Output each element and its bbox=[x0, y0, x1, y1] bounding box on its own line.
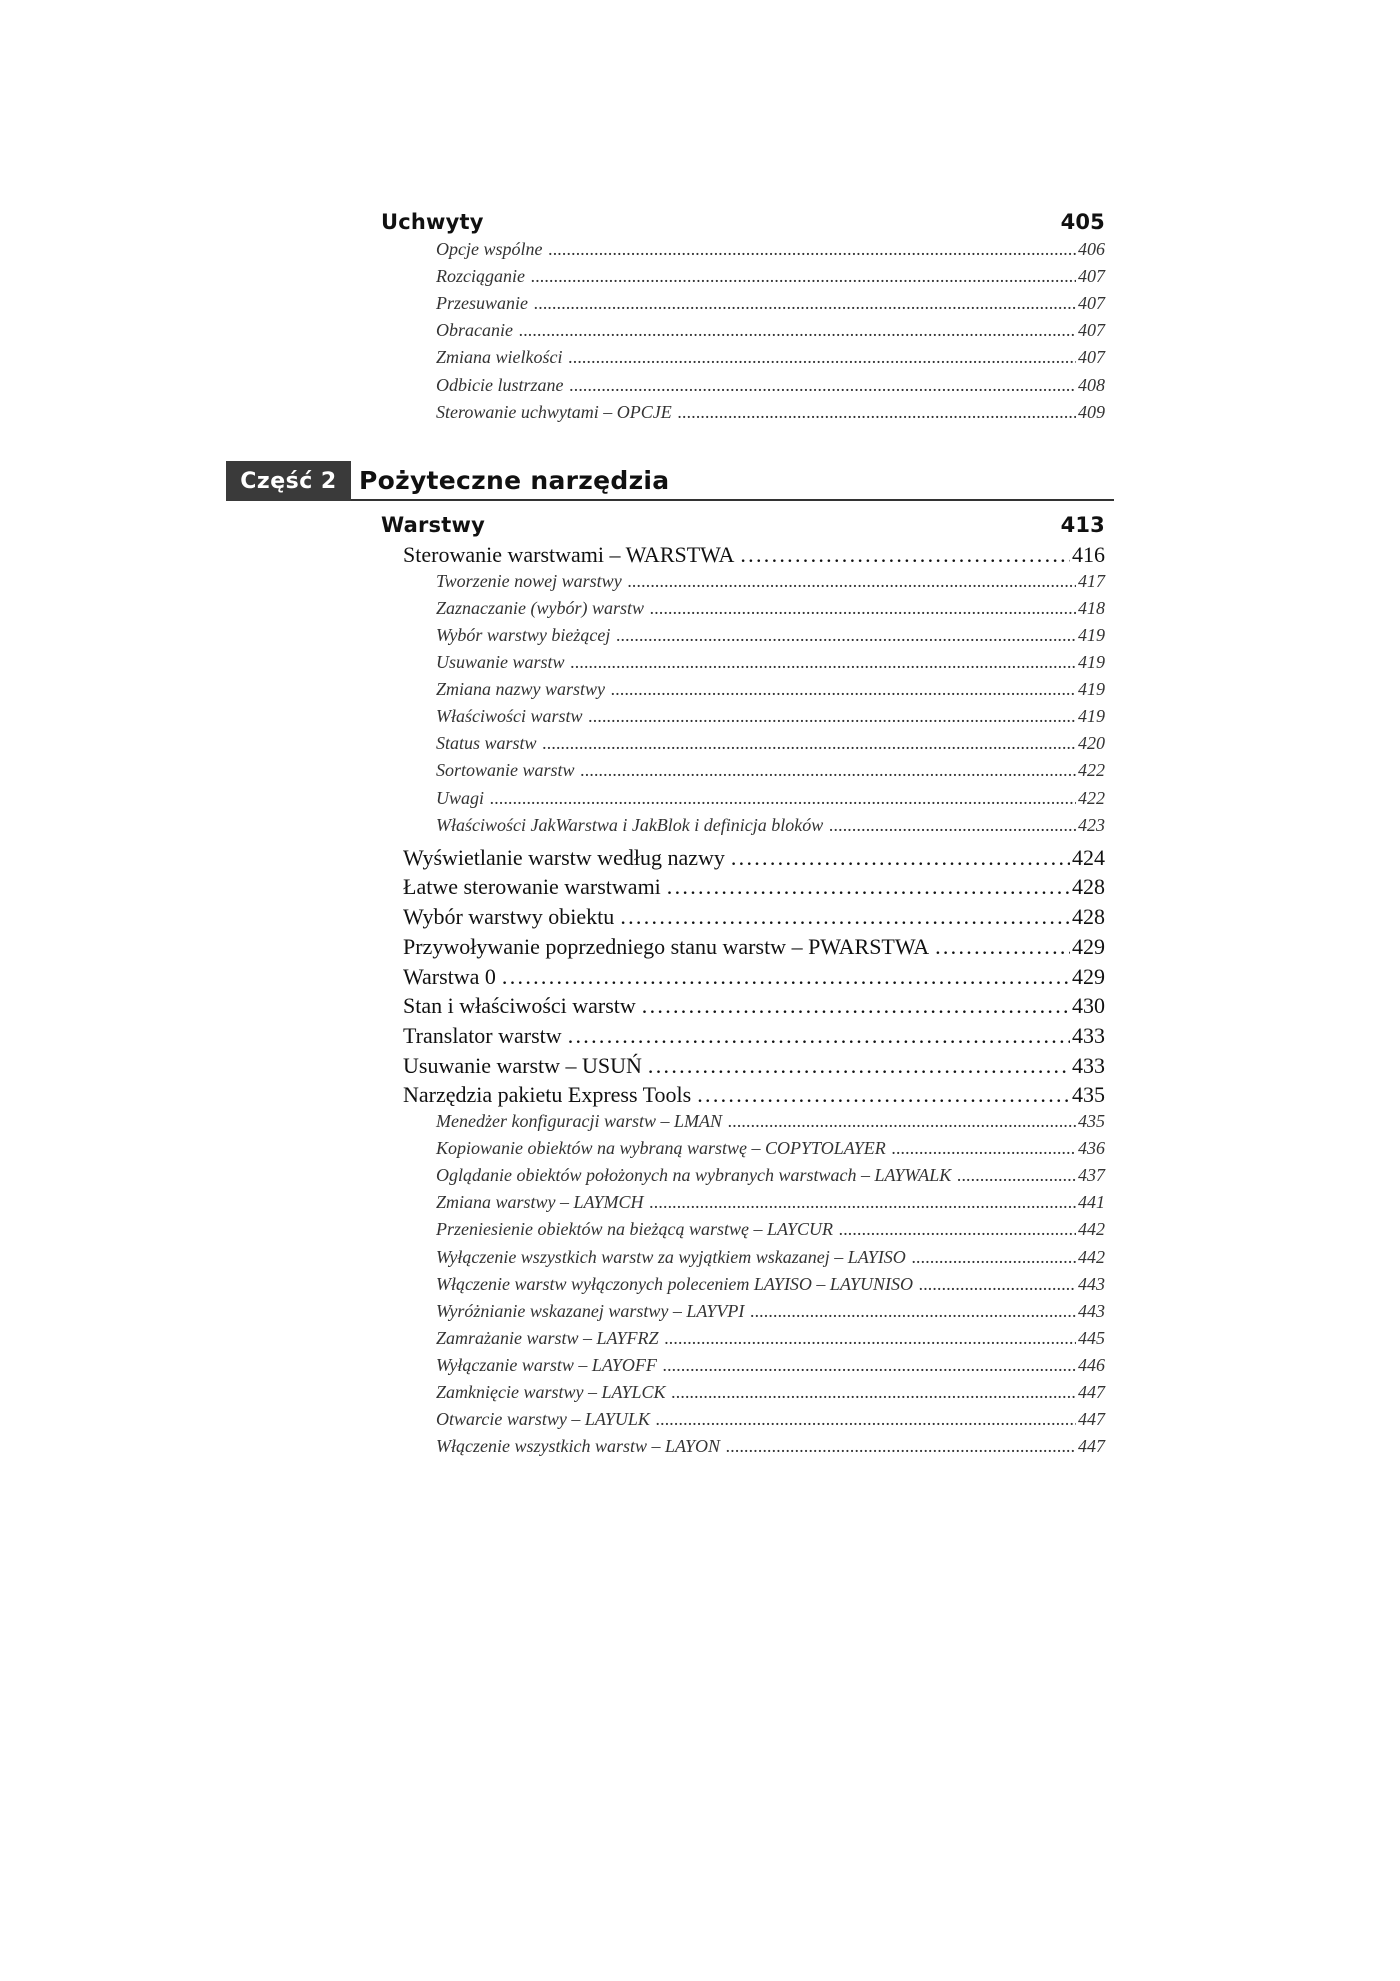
toc-entry-page: 433 bbox=[1072, 1022, 1105, 1048]
toc-entry[interactable] bbox=[403, 1023, 1105, 1053]
toc-entry-page: 447 bbox=[1078, 1382, 1105, 1402]
dot-leader bbox=[750, 1301, 1076, 1322]
toc-entry-page: 445 bbox=[1078, 1327, 1105, 1348]
toc-entry[interactable] bbox=[436, 1355, 1105, 1382]
toc-entry[interactable] bbox=[436, 293, 1105, 320]
toc-entry-page: 428 bbox=[1072, 904, 1105, 930]
toc-entry-page: 422 bbox=[1078, 787, 1105, 808]
part-divider bbox=[351, 499, 1114, 501]
toc-entry[interactable] bbox=[436, 733, 1105, 760]
toc-entry-title: Zmiana wielkości bbox=[436, 347, 563, 368]
toc-entry-page: 407 bbox=[1078, 347, 1105, 368]
dot-leader bbox=[957, 1165, 1076, 1186]
toc-entry[interactable] bbox=[436, 815, 1105, 842]
toc-entry-title: Właściwości warstw bbox=[436, 706, 583, 727]
dot-leader bbox=[912, 1247, 1076, 1268]
toc-entry[interactable] bbox=[436, 760, 1105, 787]
toc-entry[interactable] bbox=[436, 1192, 1105, 1219]
toc-entry-page: 441 bbox=[1078, 1192, 1105, 1213]
chapter-title: Warstwy bbox=[381, 513, 485, 537]
toc-entry[interactable] bbox=[436, 1274, 1105, 1301]
toc-entry-page: 428 bbox=[1072, 874, 1105, 900]
toc-entry-title: Stan i właściwości warstw bbox=[403, 993, 636, 1019]
toc-entry-title: Przywoływanie poprzedniego stanu warstw – PWARSTWA bbox=[403, 933, 930, 959]
dot-leader bbox=[656, 1409, 1076, 1430]
chapter-heading-uchwyty bbox=[381, 210, 1105, 238]
toc-entry-title: Kopiowanie obiektów na wybraną warstwę – COPYTOLAYER bbox=[436, 1138, 886, 1159]
dot-leader bbox=[502, 964, 1070, 990]
dot-leader bbox=[697, 1082, 1070, 1108]
toc-entry-page: 442 bbox=[1078, 1219, 1105, 1240]
toc-entry-page: 429 bbox=[1072, 933, 1105, 959]
toc-entry[interactable] bbox=[436, 1111, 1105, 1138]
toc-entry[interactable] bbox=[436, 652, 1105, 679]
toc-entry[interactable] bbox=[436, 320, 1105, 347]
toc-entry[interactable] bbox=[436, 239, 1105, 266]
toc-entry-page: 442 bbox=[1078, 1246, 1105, 1267]
dot-leader bbox=[548, 239, 1076, 260]
toc-entry[interactable] bbox=[403, 1053, 1105, 1083]
dot-leader bbox=[665, 1328, 1076, 1349]
part-label-badge: Część 2 bbox=[226, 461, 351, 501]
toc-entry-title: Odbicie lustrzane bbox=[436, 374, 564, 395]
toc-entry[interactable] bbox=[436, 1219, 1105, 1246]
part-header bbox=[226, 461, 1114, 501]
toc-entry-title: Menedżer konfiguracji warstw – LMAN bbox=[436, 1111, 722, 1131]
toc-entry-title: Rozciąganie bbox=[436, 266, 525, 287]
dot-leader bbox=[543, 733, 1076, 754]
toc-entry-title: Narzędzia pakietu Express Tools bbox=[403, 1082, 692, 1108]
toc-entry[interactable] bbox=[436, 706, 1105, 733]
chapter-heading-warstwy bbox=[381, 513, 1105, 541]
toc-entry-page: 424 bbox=[1072, 844, 1105, 870]
toc-entry-title: Wyróżnianie wskazanej warstwy – LAYVPI bbox=[436, 1300, 745, 1321]
toc-entry[interactable] bbox=[436, 266, 1105, 293]
dot-leader bbox=[839, 1219, 1076, 1240]
toc-entry-page: 418 bbox=[1078, 597, 1105, 618]
toc-entry-page: 406 bbox=[1078, 239, 1105, 259]
toc-entry-title: Sterowanie uchwytami – OPCJE bbox=[436, 401, 672, 422]
dot-leader bbox=[935, 934, 1070, 960]
dot-leader bbox=[620, 904, 1070, 930]
toc-entry-page: 436 bbox=[1078, 1138, 1105, 1159]
toc-entry-page: 420 bbox=[1078, 733, 1105, 754]
toc-entry-page: 446 bbox=[1078, 1354, 1105, 1375]
toc-entry-title: Zmiana nazwy warstwy bbox=[436, 679, 606, 700]
dot-leader bbox=[650, 598, 1076, 619]
dot-leader bbox=[568, 1023, 1070, 1049]
toc-entry-page: 407 bbox=[1078, 266, 1105, 287]
dot-leader bbox=[672, 1382, 1076, 1403]
dot-leader bbox=[667, 874, 1070, 900]
toc-entry[interactable] bbox=[403, 964, 1105, 994]
toc-entry[interactable] bbox=[436, 1301, 1105, 1328]
toc-entry-page: 430 bbox=[1072, 993, 1105, 1019]
dot-leader bbox=[650, 1192, 1076, 1213]
toc-entry-page: 447 bbox=[1078, 1436, 1105, 1457]
toc-entry[interactable] bbox=[403, 1082, 1105, 1112]
dot-leader bbox=[531, 266, 1076, 287]
toc-entry-page: 433 bbox=[1072, 1052, 1105, 1078]
toc-entry[interactable] bbox=[403, 993, 1105, 1023]
toc-entry-page: 419 bbox=[1078, 624, 1105, 645]
toc-entry[interactable] bbox=[403, 904, 1105, 934]
dot-leader bbox=[589, 706, 1076, 727]
dot-leader bbox=[571, 652, 1076, 673]
toc-entry-title: Wyłączanie warstw – LAYOFF bbox=[436, 1354, 657, 1375]
toc-entry-title: Wyłączenie wszystkich warstw za wyjątkiem wskazanej – LAYISO bbox=[436, 1246, 906, 1267]
toc-entry-title: Właściwości JakWarstwa i JakBlok i definicja bloków bbox=[436, 814, 824, 835]
chapter-title: Uchwyty bbox=[381, 210, 484, 234]
toc-entry[interactable] bbox=[436, 347, 1105, 374]
toc-entry-page: 435 bbox=[1072, 1082, 1105, 1108]
toc-entry-page: 437 bbox=[1078, 1165, 1105, 1186]
toc-entry-title: Translator warstw bbox=[403, 1022, 562, 1048]
toc-entry[interactable] bbox=[403, 845, 1105, 875]
toc-entry[interactable] bbox=[403, 542, 1105, 572]
toc-entry-page: 409 bbox=[1078, 401, 1105, 422]
toc-entry-title: Warstwa 0 bbox=[403, 963, 496, 989]
dot-leader bbox=[490, 788, 1076, 809]
toc-entry[interactable] bbox=[403, 934, 1105, 964]
dot-leader bbox=[663, 1355, 1076, 1376]
dot-leader bbox=[581, 760, 1076, 781]
toc-entry-title: Zmiana warstwy – LAYMCH bbox=[436, 1192, 644, 1213]
dot-leader bbox=[642, 993, 1070, 1019]
toc-entry-title: Wybór warstwy bieżącej bbox=[436, 624, 611, 645]
toc-entry[interactable] bbox=[436, 1165, 1105, 1192]
toc-entry-title: Oglądanie obiektów położonych na wybranych warstwach – LAYWALK bbox=[436, 1165, 952, 1186]
toc-entry-page: 435 bbox=[1078, 1111, 1105, 1131]
toc-entry-title: Zaznaczanie (wybór) warstw bbox=[436, 597, 645, 618]
toc-entry-page: 419 bbox=[1078, 706, 1105, 727]
toc-entry-title: Usuwanie warstw bbox=[436, 652, 565, 672]
toc-entry-page: 443 bbox=[1078, 1300, 1105, 1321]
toc-entry-page: 419 bbox=[1078, 652, 1105, 672]
toc-entry-title: Zamknięcie warstwy – LAYLCK bbox=[436, 1382, 666, 1402]
toc-entry[interactable] bbox=[436, 598, 1105, 625]
toc-entry[interactable] bbox=[436, 1409, 1105, 1436]
dot-leader bbox=[534, 293, 1076, 314]
toc-entry[interactable] bbox=[436, 1436, 1105, 1463]
dot-leader bbox=[611, 679, 1076, 700]
toc-entry-title: Sortowanie warstw bbox=[436, 760, 575, 781]
toc-entry-title: Otwarcie warstwy – LAYULK bbox=[436, 1409, 650, 1430]
toc-entry-title: Włączenie wszystkich warstw – LAYON bbox=[436, 1436, 721, 1457]
toc-entry-page: 416 bbox=[1072, 542, 1105, 567]
toc-entry[interactable] bbox=[403, 874, 1105, 904]
toc-entry-title: Wybór warstwy obiektu bbox=[403, 904, 615, 930]
toc-entry-page: 407 bbox=[1078, 293, 1105, 314]
chapter-page-number: 413 bbox=[1060, 513, 1105, 537]
toc-entry-title: Tworzenie nowej warstwy bbox=[436, 570, 622, 591]
toc-entry[interactable] bbox=[436, 375, 1105, 402]
toc-entry-title: Łatwe sterowanie warstwami bbox=[403, 874, 661, 900]
toc-entry-page: 443 bbox=[1078, 1273, 1105, 1294]
dot-leader bbox=[519, 320, 1076, 341]
toc-entry-title: Status warstw bbox=[436, 733, 537, 754]
toc-entry[interactable] bbox=[436, 1138, 1105, 1165]
toc-entry-title: Uwagi bbox=[436, 787, 485, 808]
toc-entry-page: 417 bbox=[1078, 570, 1105, 591]
toc-entry-page: 407 bbox=[1078, 320, 1105, 341]
dot-leader bbox=[919, 1274, 1076, 1295]
toc-entry[interactable] bbox=[436, 788, 1105, 815]
dot-leader bbox=[731, 845, 1070, 871]
toc-entry-title: Wyświetlanie warstw według nazwy bbox=[403, 844, 725, 870]
dot-leader bbox=[570, 375, 1077, 396]
toc-entry-title: Przesuwanie bbox=[436, 293, 528, 314]
toc-entry-page: 422 bbox=[1078, 760, 1105, 781]
dot-leader bbox=[740, 542, 1070, 568]
toc-entry[interactable] bbox=[436, 571, 1105, 598]
toc-entry[interactable] bbox=[436, 1382, 1105, 1409]
toc-entry-title: Opcje wspólne bbox=[436, 239, 543, 259]
toc-entry-page: 447 bbox=[1078, 1409, 1105, 1430]
toc-entry[interactable] bbox=[436, 625, 1105, 652]
part-title: Pożyteczne narzędzia bbox=[359, 466, 670, 495]
dot-leader bbox=[829, 815, 1076, 836]
toc-entry-page: 408 bbox=[1078, 374, 1105, 395]
toc-entry[interactable] bbox=[436, 1247, 1105, 1274]
toc-entry-title: Przeniesienie obiektów na bieżącą warstwę – LAYCUR bbox=[436, 1219, 833, 1240]
toc-entry[interactable] bbox=[436, 679, 1105, 706]
toc-entry-page: 429 bbox=[1072, 963, 1105, 989]
toc-entry-page: 419 bbox=[1078, 679, 1105, 700]
toc-entry-title: Włączenie warstw wyłączonych poleceniem LAYISO – LAYUNISO bbox=[436, 1273, 913, 1294]
dot-leader bbox=[678, 402, 1076, 423]
dot-leader bbox=[726, 1436, 1076, 1457]
dot-leader bbox=[569, 347, 1077, 368]
chapter-page-number: 405 bbox=[1060, 210, 1105, 234]
dot-leader bbox=[648, 1053, 1070, 1079]
dot-leader bbox=[616, 625, 1076, 646]
toc-entry-page: 423 bbox=[1078, 814, 1105, 835]
toc-entry-title: Obracanie bbox=[436, 320, 513, 341]
toc-entry-title: Sterowanie warstwami – WARSTWA bbox=[403, 542, 735, 567]
dot-leader bbox=[728, 1111, 1076, 1132]
toc-entry-title: Usuwanie warstw – USUŃ bbox=[403, 1052, 642, 1078]
toc-entry[interactable] bbox=[436, 1328, 1105, 1355]
toc-entry-title: Zamrażanie warstw – LAYFRZ bbox=[436, 1327, 659, 1348]
dot-leader bbox=[628, 571, 1076, 592]
toc-entry[interactable] bbox=[436, 402, 1105, 429]
dot-leader bbox=[892, 1138, 1076, 1159]
